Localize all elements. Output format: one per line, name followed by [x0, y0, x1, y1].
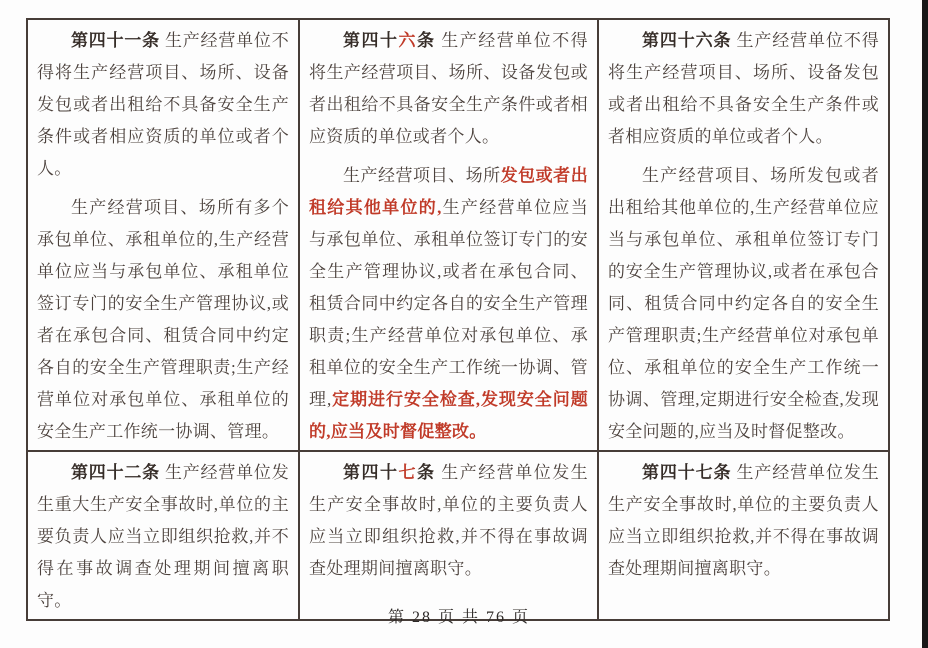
- article-41-clause-2: [37, 192, 289, 448]
- revision-highlight-2: 定期进行安全检查,发现安全问题的,应当及时督促整改。: [309, 390, 588, 441]
- table-row-articles-41-46: [27, 19, 889, 451]
- article-46-marked-clause-1-text: 生产经营单位不得将生产经营项目、场所、设备发包或者出租给不具备安全生产条件或者相应资质的单位或者个人。: [309, 31, 588, 146]
- law-comparison-table: [26, 18, 890, 621]
- article-47-marked-heading-revised-char: 七: [398, 463, 417, 482]
- article-41-clause-2-text: 生产经营项目、场所有多个承包单位、承租单位的,生产经营单位应当与承包单位、承租单位签订专门的安全生产管理协议,或者在承包合同、租赁合同中约定各自的安全生产管理职责;生产经营单位对承包单位、承租单位的安全生产工作统一协调、管理。: [37, 198, 289, 441]
- article-46-marked-clause-2-text-b: 生产经营单位应当与承包单位、承租单位签订专门的安全生产管理协议,或者在承包合同、租赁合同中约定各自的安全生产管理职责;生产经营单位对承包单位、承租单位的安全生产工作统一协调、管理,: [309, 198, 588, 409]
- cell-article-46-marked: [299, 19, 598, 451]
- article-47-marked-heading-prefix: 第四十: [343, 463, 399, 482]
- article-41-clause-1: [37, 25, 289, 185]
- article-46-marked-clause-2-text-a: 生产经营项目、场所: [343, 166, 501, 185]
- article-41-clause-1-text: 生产经营单位不得将生产经营项目、场所、设备发包或者出租给不具备安全生产条件或者相应资质的单位或者个人。: [37, 31, 289, 178]
- article-42-clause-1: [37, 457, 289, 617]
- article-46-marked-heading-revised-char: 六: [398, 31, 417, 50]
- article-47-clean-heading: 第四十七条: [642, 463, 732, 482]
- revision-highlight-1: 发包或者出租给其他单位的,: [309, 166, 589, 217]
- cell-article-47-marked: [299, 451, 598, 620]
- article-42-heading: 第四十二条: [71, 463, 160, 482]
- article-47-marked-heading-suffix: 条: [416, 463, 436, 482]
- right-edge-bar: [922, 0, 928, 648]
- table-row-articles-42-47: [27, 451, 889, 620]
- article-46-marked-heading-suffix: 条: [416, 31, 436, 50]
- page-number: 第 28 页 共 76 页: [387, 609, 530, 626]
- article-47-clean-clause-1: [608, 457, 879, 585]
- article-46-clean-clause-1: [608, 25, 879, 153]
- article-46-clean-clause-2: [608, 160, 879, 448]
- cell-article-41-old-law: [27, 19, 299, 451]
- cell-article-47-clean: [598, 451, 889, 620]
- cell-article-42-old-law: [27, 451, 299, 620]
- article-46-clean-clause-2-text: 生产经营项目、场所发包或者出租给其他单位的,生产经营单位应当与承包单位、承租单位签订专门的安全生产管理协议,或者在承包合同、租赁合同中约定各自的安全生产管理职责;生产经营单位对承包单位、承租单位的安全生产工作统一协调、管理,定期进行安全检查,发现安全问题的,应当及时督促整改。: [608, 166, 879, 441]
- article-47-marked-clause-1: [309, 457, 588, 585]
- article-41-heading: 第四十一条: [71, 31, 160, 50]
- article-46-marked-heading-prefix: 第四十: [343, 31, 399, 50]
- article-46-clean-heading: 第四十六条: [642, 31, 732, 50]
- cell-article-46-clean: [598, 19, 889, 451]
- article-46-marked-clause-2: [309, 160, 588, 448]
- article-47-clean-clause-1-text: 生产经营单位发生生产安全事故时,单位的主要负责人应当立即组织抢救,并不得在事故调查处理期间擅离职守。: [608, 463, 880, 578]
- article-46-clean-clause-1-text: 生产经营单位不得将生产经营项目、场所、设备发包或者出租给不具备安全生产条件或者相应资质的单位或者个人。: [608, 31, 880, 146]
- article-42-clause-1-text: 生产经营单位发生重大生产安全事故时,单位的主要负责人应当立即组织抢救,并不得在事故调查处理期间擅离职守。: [37, 463, 289, 610]
- article-46-marked-clause-1: [309, 25, 588, 153]
- article-47-marked-clause-1-text: 生产经营单位发生生产安全事故时,单位的主要负责人应当立即组织抢救,并不得在事故调查处理期间擅离职守。: [309, 463, 588, 578]
